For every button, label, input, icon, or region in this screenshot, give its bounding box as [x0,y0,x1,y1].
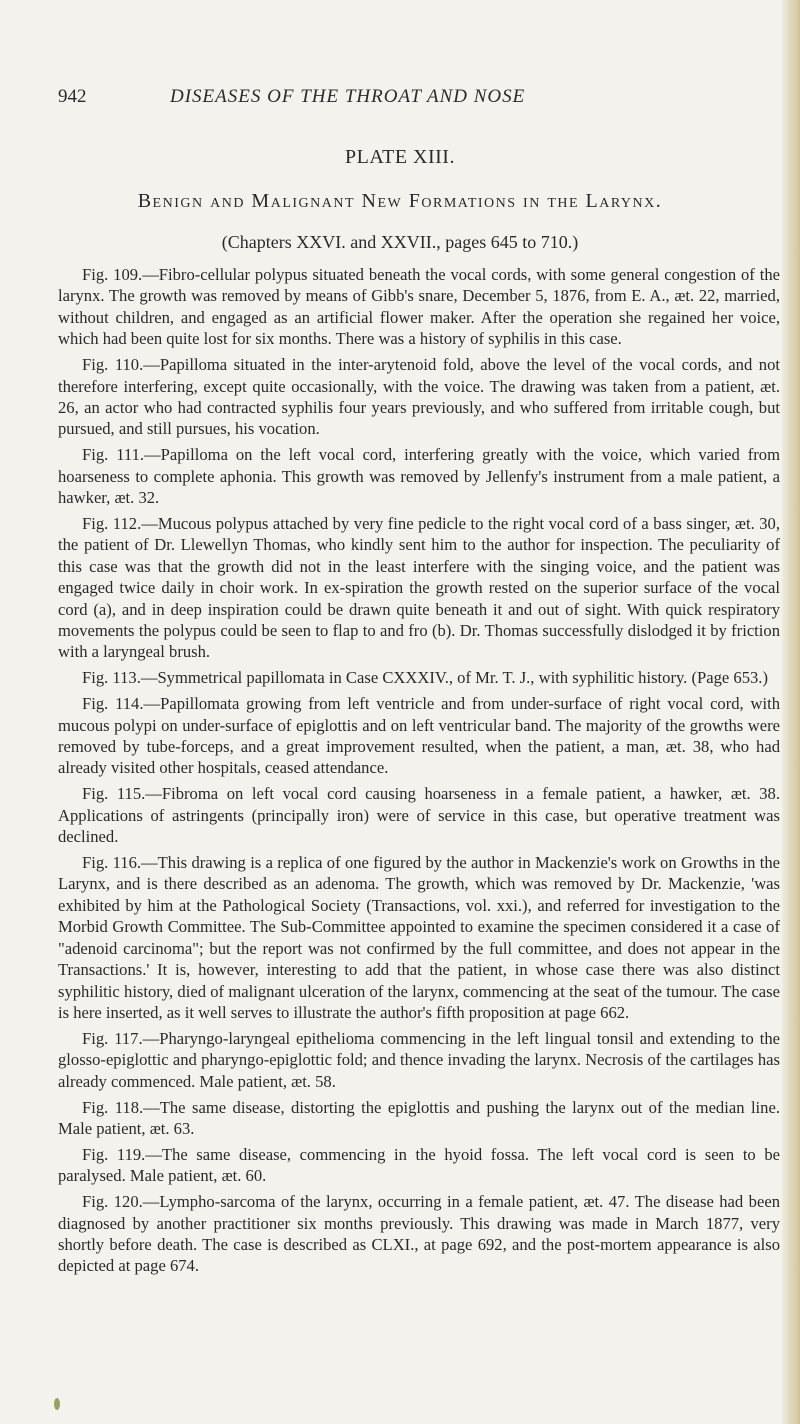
figure-number: Fig. 120. [82,1192,143,1212]
figure-text: —Mucous polypus attached by very fine pedicle to the right vocal cord of a bass singer, æt. 30, the patient of Dr. Llewellyn Thomas, who kindly sent him to the author for inspection. The peculiarity of this case was that the growth did not in the least interfere with the singing voice, and the patient was engaged twice daily in choir work. In ex-spiration the growth rested on the superior surface of the vocal cord (a), and in deep inspiration could be drawn quite beneath it and out of sight. With quick respiratory movements the polypus could be seen to flap to and fro (b). Dr. Thomas successfully dislodged it by friction with a laryngeal brush. [58,513,780,662]
figure-text: —Papilloma on the left vocal cord, interfering greatly with the voice, which varied from hoarseness to complete aphonia. This growth was removed by Jellenfy's instrument from a male patient, a hawker, æt. 32. [58,445,780,508]
figure-number: Fig. 116. [82,853,142,873]
plate-title: PLATE XIII. [345,146,455,168]
figure-text: —Fibroma on left vocal cord causing hoarseness in a female patient, a hawker, æt. 38. Applications of astringents (principally iron) were of service in this case, but operative treatment was declined. [58,784,780,847]
ink-mark [54,1398,60,1410]
figure-text: —Papillomata growing from left ventricle and from under-surface of right vocal cord, with mucous polypi on under-surface of epiglottis and on left ventricular band. The majority of the growths were removed by tube-forceps, and a great improvement resulted, when the patient, a man, æt. 38, who had already visited other hospitals, ceased attendance. [58,694,781,778]
figure-number: Fig. 119. [82,1144,146,1164]
page-edge-shadow [782,0,800,1424]
figure-entry [58,1028,780,1092]
figure-number: Fig. 110. [82,355,144,375]
figure-entry [58,783,780,847]
figure-text: —Symmetrical papillomata in Case CXXXIV., of Mr. T. J., with syphilitic history. (Page 653.) [140,668,768,688]
figure-number: Fig. 112. [82,513,142,533]
figure-text: —Lympho-sarcoma of the larynx, occurring in a female patient, æt. 47. The disease had been diagnosed by another practitioner six months previously. This drawing was made in March 1877, very shortly before death. The case is described as CLXI., at page 692, and the post-mortem appearance is also depicted at page 674. [58,1192,780,1276]
figure-number: Fig. 117. [82,1028,143,1048]
running-head: DISEASES OF THE THROAT AND NOSE [170,86,526,107]
figure-text: —Fibro-cellular polypus situated beneath the vocal cords, with some general congestion of the larynx. The growth was removed by means of Gibb's snare, December 5, 1876, from E. A., æt. 22, married, without children, and engaged as an artificial flower maker. After the operation she regained her voice, which had been quite lost for six months. There was a history of syphilis in this case. [58,265,780,349]
figure-text: —The same disease, commencing in the hyoid fossa. The left vocal cord is seen to be paralysed. Male patient, æt. 60. [58,1144,780,1186]
plate-subtitle: Benign and Malignant New Formations in the Larynx. [137,190,663,212]
figure-entry [58,667,780,688]
page-header [58,86,758,112]
figure-entry [58,1097,780,1140]
figure-number: Fig. 118. [82,1097,144,1117]
figure-number: Fig. 114. [82,694,144,714]
figure-text: —Papilloma situated in the inter-arytenoid fold, above the level of the vocal cords, and not therefore interfering, except quite occasionally, with the voice. The drawing was taken from a patient, æt. 26, an actor who had contracted syphilis four years previously, and who suffered from irritable cough, but pursued, and still pursues, his vocation. [58,355,780,439]
figure-number: Fig. 113. [82,668,141,688]
figure-entry [58,513,780,663]
figure-entry [58,852,780,1023]
figure-entry [58,693,780,779]
figure-entry [58,1144,780,1187]
figure-entry [58,354,780,440]
figure-entry [58,264,780,350]
figure-text: —This drawing is a replica of one figured by the author in Mackenzie's work on Growths in the Larynx, and is there described as an adenoma. The growth, which was removed by Dr. Mackenzie, 'was exhibited by him at the Pathological Society (Transactions, vol. xxi.), and referred for investigation to the Morbid Growth Committee. The Sub-Committee appointed to examine the specimen considered it a case of "adenoid carcinoma"; but the report was not confirmed by the full committee, and does not appear in the Transactions.' It is, however, interesting to add that the patient, in whose case there was also distinct syphilitic history, died of malignant ulceration of the larynx, commencing at the seat of the tumour. The case is here inserted, as it well serves to illustrate the author's fifth proposition at page 662. [58,853,780,1022]
figure-number: Fig. 115. [82,784,146,804]
figure-text: —Pharyngo-laryngeal epithelioma commencing in the left lingual tonsil and extending to the glosso-epiglottic and pharyngo-epiglottic fold; and thence invading the larynx. Necrosis of the cartilages has already commenced. Male patient, æt. 58. [58,1028,780,1091]
figure-text: —The same disease, distorting the epiglottis and pushing the larynx out of the median line. Male patient, æt. 63. [58,1097,780,1138]
figure-descriptions [58,264,780,1281]
figure-entry [58,1191,780,1277]
figure-entry [58,444,780,508]
chapters-reference: (Chapters XXVI. and XXVII., pages 645 to 710.) [221,232,579,252]
page-number: 942 [58,86,87,107]
figure-number: Fig. 111. [82,445,145,465]
figure-number: Fig. 109. [82,265,143,284]
